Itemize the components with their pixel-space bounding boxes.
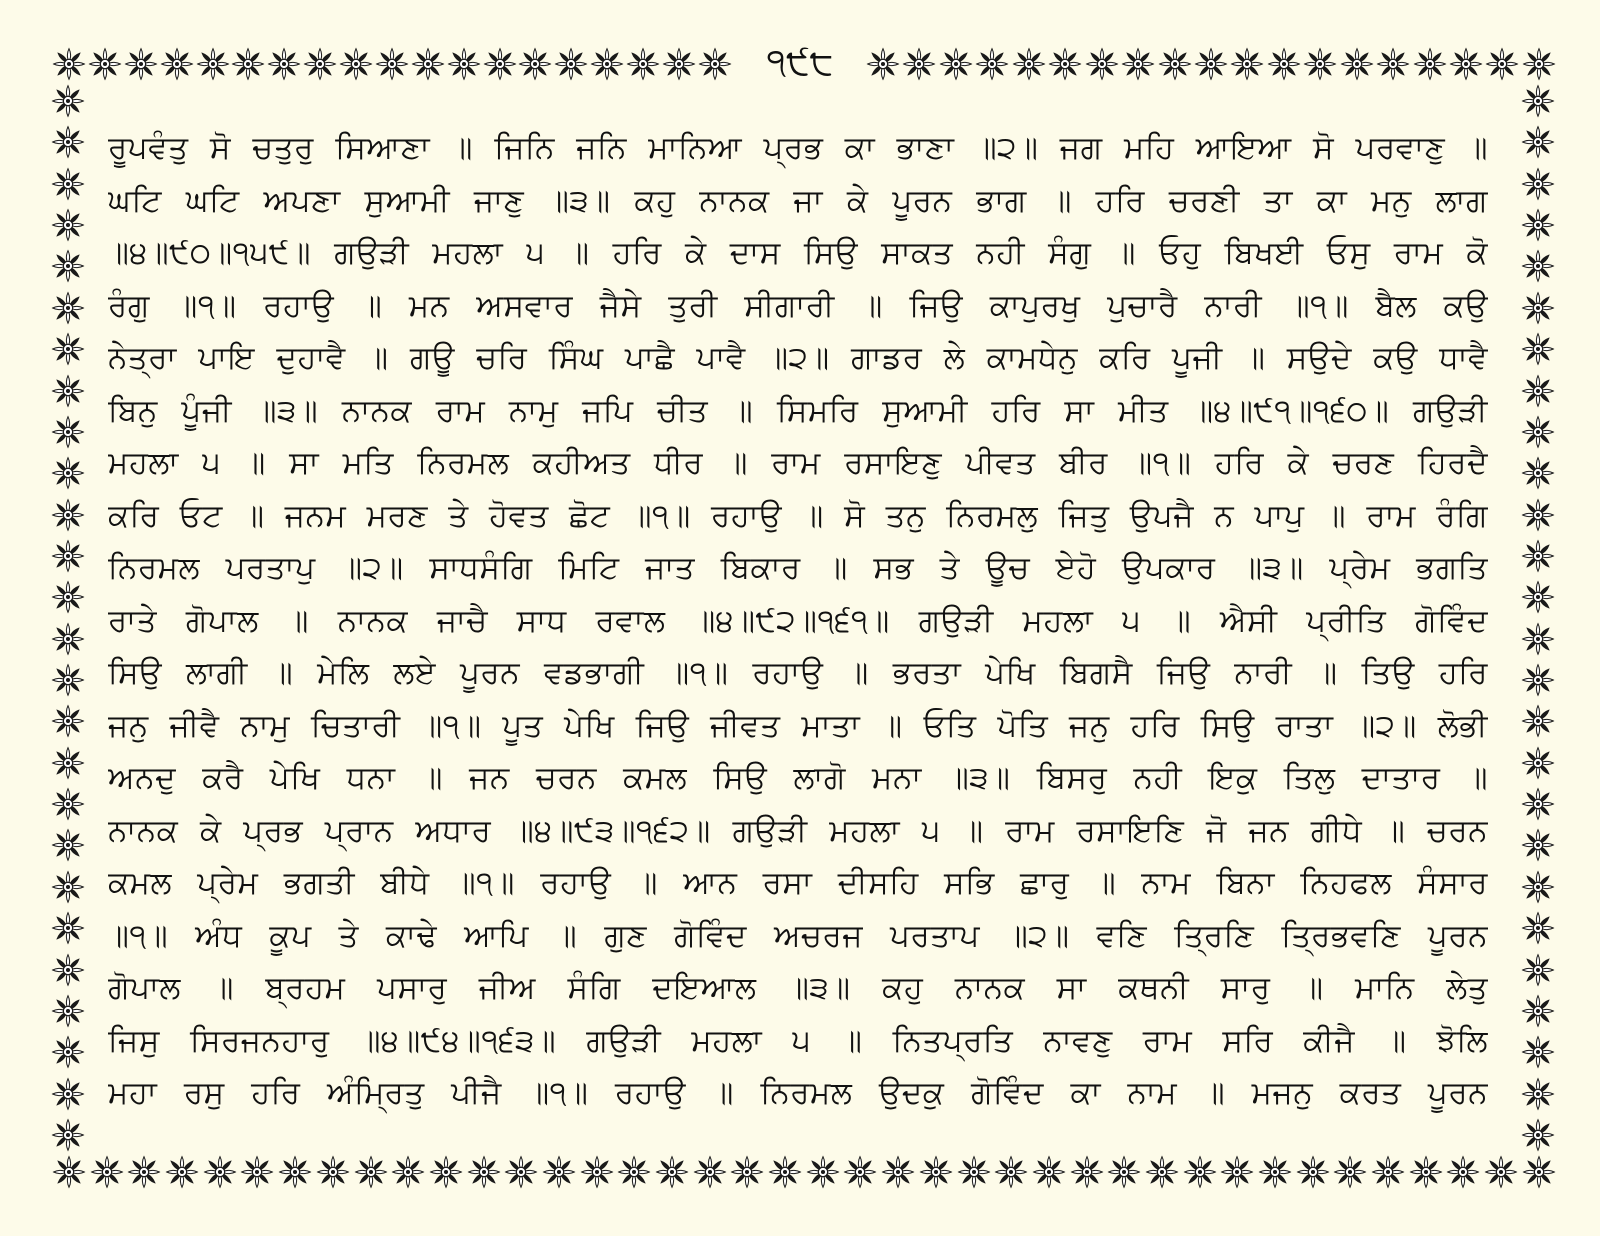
flower-ornament-icon [1409, 1155, 1443, 1189]
flower-ornament-icon [1521, 1077, 1555, 1111]
flower-ornament-icon [160, 47, 194, 81]
top-border-right [866, 44, 1556, 84]
flower-ornament-icon [1121, 47, 1155, 81]
flower-ornament-icon [1032, 1155, 1066, 1189]
flower-ornament-icon [51, 84, 85, 118]
page-number: ੧੯੮ [766, 42, 834, 83]
text-line: ਕਮਲ ਪ੍ਰੇਮ ਭਗਤੀ ਬੀਧੇ ॥੧॥ ਰਹਾਉ ॥ ਆਨ ਰਸਾ ਦੀਸਹਿ ਸਭਿ ਛਾਰੁ ॥ ਨਾਮ ਬਿਨਾ ਨਿਹਫਲ ਸੰਸਾਰ [108, 865, 1488, 901]
flower-ornament-icon [391, 1155, 425, 1189]
text-line: ਰੰਗੁ ॥੧॥ ਰਹਾਉ ॥ ਮਨ ਅਸਵਾਰ ਜੈਸੇ ਤੁਰੀ ਸੀਗਾਰੀ ॥ ਜਿਉ ਕਾਪੁਰਖੁ ਪੁਚਾਰੈ ਨਾਰੀ ॥੧॥ ਬੈਲ ਕਉ [108, 287, 1488, 324]
flower-ornament-icon [1183, 1155, 1217, 1189]
flower-ornament-icon [51, 498, 85, 532]
flower-ornament-icon [303, 47, 337, 81]
text-line: ਬਿਨੁ ਪੂੰਜੀ ॥੩॥ ਨਾਨਕ ਰਾਮ ਨਾਮੁ ਜਪਿ ਚੀਤ ॥ ਸਿਮਰਿ ਸੁਆਮੀ ਹਰਿ ਸਾ ਮੀਤ ॥੪॥੯੧॥੧੬੦॥ ਗਉੜੀ [108, 392, 1488, 429]
text-line: ॥੪॥੯੦॥੧੫੯॥ ਗਉੜੀ ਮਹਲਾ ੫ ॥ ਹਰਿ ਕੇ ਦਾਸ ਸਿਉ ਸਾਕਤ ਨਹੀ ਸੰਗੁ ॥ ਓਹੁ ਬਿਖਈ ਓਸੁ ਰਾਮ ਕੋ [108, 235, 1488, 271]
flower-ornament-icon [51, 374, 85, 408]
text-line: ਮਹਲਾ ੫ ॥ ਸਾ ਮਤਿ ਨਿਰਮਲ ਕਹੀਅਤ ਧੀਰ ॥ ਰਾਮ ਰਸਾਇਣੁ ਪੀਵਤ ਬੀਰ ॥੧॥ ਹਰਿ ਕੇ ਚਰਣ ਹਿਰਦੈ [108, 445, 1488, 481]
flower-ornament-icon [1521, 953, 1555, 987]
flower-ornament-icon [1522, 1155, 1556, 1189]
flower-ornament-icon [1340, 47, 1374, 81]
flower-ornament-icon [1267, 47, 1301, 81]
flower-ornament-icon [1521, 498, 1555, 532]
flower-ornament-icon [1521, 828, 1555, 862]
flower-ornament-icon [52, 47, 86, 81]
text-line: ਨਾਨਕ ਕੇ ਪ੍ਰਭ ਪ੍ਰਾਨ ਅਧਾਰ ॥੪॥੯੩॥੧੬੨॥ ਗਉੜੀ ਮਹਲਾ ੫ ॥ ਰਾਮ ਰਸਾਇਣਿ ਜੋ ਜਨ ਗੀਧੇ ॥ ਚਰਨ [108, 812, 1488, 849]
flower-ornament-icon [1194, 47, 1228, 81]
flower-ornament-icon [919, 1155, 953, 1189]
text-line: ਰੂਪਵੰਤੁ ਸੋ ਚਤੁਰੁ ਸਿਆਣਾ ॥ ਜਿਨਿ ਜਨਿ ਮਾਨਿਆ ਪ੍ਰਭ ਕਾ ਭਾਣਾ ॥੨॥ ਜਗ ਮਹਿ ਆਇਆ ਸੋ ਪਰਵਾਣੁ ॥ [108, 130, 1488, 166]
flower-ornament-icon [231, 47, 265, 81]
flower-ornament-icon [1521, 84, 1555, 118]
flower-ornament-icon [1158, 47, 1192, 81]
flower-ornament-icon [843, 1155, 877, 1189]
text-line: ਰਾਤੇ ਗੋਪਾਲ ॥ ਨਾਨਕ ਜਾਚੈ ਸਾਧ ਰਵਾਲ ॥੪॥੯੨॥੧੬੧॥ ਗਉੜੀ ਮਹਲਾ ੫ ॥ ਐਸੀ ਪ੍ਰੀਤਿ ਗੋਵਿੰਦ [108, 602, 1488, 639]
flower-ornament-icon [662, 47, 696, 81]
flower-ornament-icon [51, 580, 85, 614]
flower-ornament-icon [881, 1155, 915, 1189]
left-border [48, 84, 88, 1152]
flower-ornament-icon [1484, 1155, 1518, 1189]
flower-ornament-icon [1521, 415, 1555, 449]
flower-ornament-icon [1521, 291, 1555, 325]
flower-ornament-icon [51, 539, 85, 573]
flower-ornament-icon [1521, 622, 1555, 656]
flower-ornament-icon [768, 1155, 802, 1189]
flower-ornament-icon [51, 953, 85, 987]
flower-ornament-icon [1521, 125, 1555, 159]
flower-ornament-icon [51, 249, 85, 283]
flower-ornament-icon [51, 1118, 85, 1152]
text-line: ਜਨੁ ਜੀਵੈ ਨਾਮੁ ਚਿਤਾਰੀ ॥੧॥ ਪੂਤ ਪੇਖਿ ਜਿਉ ਜੀਵਤ ਮਾਤਾ ॥ ਓਤਿ ਪੋਤਿ ਜਨੁ ਹਰਿ ਸਿਉ ਰਾਤਾ ॥੨॥ ਲੋਭੀ [108, 707, 1488, 744]
text-line: ਸਿਉ ਲਾਗੀ ॥ ਮੇਲਿ ਲਏ ਪੂਰਨ ਵਡਭਾਗੀ ॥੧॥ ਰਹਾਉ ॥ ਭਰਤਾ ਪੇਖਿ ਬਿਗਸੈ ਜਿਉ ਨਾਰੀ ॥ ਤਿਉ ਹਰਿ [108, 655, 1488, 691]
flower-ornament-icon [1521, 456, 1555, 490]
text-line: ਜਿਸੁ ਸਿਰਜਨਹਾਰੁ ॥੪॥੯੪॥੧੬੩॥ ਗਉੜੀ ਮਹਲਾ ੫ ॥ ਨਿਤਪ੍ਰਤਿ ਨਾਵਣੁ ਰਾਮ ਸਰਿ ਕੀਜੈ ॥ ਝੋਲਿ [108, 1022, 1488, 1059]
flower-ornament-icon [51, 456, 85, 490]
text-line: ਘਟਿ ਘਟਿ ਅਪਣਾ ਸੁਆਮੀ ਜਾਣੁ ॥੩॥ ਕਹੁ ਨਾਨਕ ਜਾ ਕੇ ਪੂਰਨ ਭਾਗ ॥ ਹਰਿ ਚਰਣੀ ਤਾ ਕਾ ਮਨੁ ਲਾਗ [108, 182, 1488, 219]
flower-ornament-icon [1220, 1155, 1254, 1189]
flower-ornament-icon [1376, 47, 1410, 81]
flower-ornament-icon [51, 167, 85, 201]
flower-ornament-icon [1296, 1155, 1330, 1189]
flower-ornament-icon [267, 47, 301, 81]
flower-ornament-icon [51, 787, 85, 821]
flower-ornament-icon [542, 1155, 576, 1189]
flower-ornament-icon [278, 1155, 312, 1189]
flower-ornament-icon [1333, 1155, 1367, 1189]
flower-ornament-icon [1521, 208, 1555, 242]
flower-ornament-icon [51, 870, 85, 904]
flower-ornament-icon [1085, 47, 1119, 81]
flower-ornament-icon [165, 1155, 199, 1189]
flower-ornament-icon [51, 704, 85, 738]
text-line: ਨੇਤ੍ਰਾ ਪਾਇ ਦੁਹਾਵੈ ॥ ਗਊ ਚਰਿ ਸਿੰਘ ਪਾਛੈ ਪਾਵੈ ॥੨॥ ਗਾਡਰ ਲੇ ਕਾਮਧੇਨੁ ਕਰਿ ਪੂਜੀ ॥ ਸਉਦੇ ਕਉ ਧਾਵੈ [108, 340, 1488, 376]
flower-ornament-icon [1107, 1155, 1141, 1189]
flower-ornament-icon [51, 125, 85, 159]
flower-ornament-icon [975, 47, 1009, 81]
flower-ornament-icon [806, 1155, 840, 1189]
flower-ornament-icon [1521, 704, 1555, 738]
flower-ornament-icon [504, 1155, 538, 1189]
flower-ornament-icon [51, 911, 85, 945]
flower-ornament-icon [467, 1155, 501, 1189]
flower-ornament-icon [51, 994, 85, 1028]
flower-ornament-icon [203, 1155, 237, 1189]
flower-ornament-icon [939, 47, 973, 81]
flower-ornament-icon [51, 208, 85, 242]
flower-ornament-icon [240, 1155, 274, 1189]
text-line: ਨਿਰਮਲ ਪਰਤਾਪੁ ॥੨॥ ਸਾਧਸੰਗਿ ਮਿਟਿ ਜਾਤ ਬਿਕਾਰ ॥ ਸਭ ਤੇ ਊਚ ਏਹੋ ਉਪਕਾਰ ॥੩॥ ਪ੍ਰੇਮ ਭਗਤਿ [108, 550, 1488, 586]
flower-ornament-icon [1521, 374, 1555, 408]
flower-ornament-icon [1303, 47, 1337, 81]
flower-ornament-icon [127, 1155, 161, 1189]
flower-ornament-icon [483, 47, 517, 81]
gurbani-text-block [108, 122, 1488, 1122]
text-line: ਕਰਿ ਓਟ ॥ ਜਨਮ ਮਰਣ ਤੇ ਹੋਵਤ ਛੋਟ ॥੧॥ ਰਹਾਉ ॥ ਸੋ ਤਨੁ ਨਿਰਮਲੁ ਜਿਤੁ ਉਪਜੈ ਨ ਪਾਪੁ ॥ ਰਾਮ ਰੰਗਿ [108, 497, 1488, 534]
flower-ornament-icon [1521, 994, 1555, 1028]
flower-ornament-icon [866, 47, 900, 81]
flower-ornament-icon [590, 47, 624, 81]
flower-ornament-icon [375, 47, 409, 81]
flower-ornament-icon [1012, 47, 1046, 81]
flower-ornament-icon [1446, 1155, 1480, 1189]
flower-ornament-icon [90, 1155, 124, 1189]
flower-ornament-icon [51, 1035, 85, 1069]
flower-ornament-icon [1230, 47, 1264, 81]
flower-ornament-icon [957, 1155, 991, 1189]
flower-ornament-icon [655, 1155, 689, 1189]
flower-ornament-icon [1521, 911, 1555, 945]
flower-ornament-icon [1070, 1155, 1104, 1189]
flower-ornament-icon [902, 47, 936, 81]
flower-ornament-icon [1048, 47, 1082, 81]
flower-ornament-icon [994, 1155, 1028, 1189]
flower-ornament-icon [1521, 663, 1555, 697]
flower-ornament-icon [354, 1155, 388, 1189]
flower-ornament-icon [1485, 47, 1519, 81]
flower-ornament-icon [52, 1155, 86, 1189]
flower-ornament-icon [1145, 1155, 1179, 1189]
flower-ornament-icon [1522, 47, 1556, 81]
flower-ornament-icon [316, 1155, 350, 1189]
right-border [1518, 84, 1558, 1152]
text-line: ॥੧॥ ਅੰਧ ਕੂਪ ਤੇ ਕਾਢੇ ਆਪਿ ॥ ਗੁਣ ਗੋਵਿੰਦ ਅਚਰਜ ਪਰਤਾਪ ॥੨॥ ਵਣਿ ਤ੍ਰਿਣਿ ਤ੍ਰਿਭਵਣਿ ਪੂਰਨ [108, 917, 1488, 954]
flower-ornament-icon [1413, 47, 1447, 81]
flower-ornament-icon [51, 663, 85, 697]
text-line: ਅਨਦੁ ਕਰੈ ਪੇਖਿ ਧਨਾ ॥ ਜਨ ਚਰਨ ਕਮਲ ਸਿਉ ਲਾਗੋ ਮਨਾ ॥੩॥ ਬਿਸਰੁ ਨਹੀ ਇਕੁ ਤਿਲੁ ਦਾਤਾਰ ॥ [108, 760, 1488, 796]
flower-ornament-icon [626, 47, 660, 81]
flower-ornament-icon [51, 746, 85, 780]
flower-ornament-icon [1521, 332, 1555, 366]
flower-ornament-icon [51, 291, 85, 325]
flower-ornament-icon [411, 47, 445, 81]
flower-ornament-icon [51, 1077, 85, 1111]
flower-ornament-icon [1521, 580, 1555, 614]
flower-ornament-icon [1521, 1035, 1555, 1069]
flower-ornament-icon [1258, 1155, 1292, 1189]
flower-ornament-icon [698, 47, 732, 81]
flower-ornament-icon [1371, 1155, 1405, 1189]
flower-ornament-icon [1521, 870, 1555, 904]
flower-ornament-icon [1521, 249, 1555, 283]
flower-ornament-icon [1521, 1118, 1555, 1152]
flower-ornament-icon [730, 1155, 764, 1189]
flower-ornament-icon [339, 47, 373, 81]
flower-ornament-icon [88, 47, 122, 81]
text-line: ਮਹਾ ਰਸੁ ਹਰਿ ਅੰਮ੍ਰਿਤੁ ਪੀਜੈ ॥੧॥ ਰਹਾਉ ॥ ਨਿਰਮਲ ਉਦਕੁ ਗੋਵਿੰਦ ਕਾ ਨਾਮ ॥ ਮਜਨੁ ਕਰਤ ਪੂਰਨ [108, 1075, 1488, 1111]
flower-ornament-icon [51, 415, 85, 449]
bottom-border [52, 1152, 1556, 1192]
flower-ornament-icon [518, 47, 552, 81]
flower-ornament-icon [51, 622, 85, 656]
flower-ornament-icon [51, 332, 85, 366]
flower-ornament-icon [447, 47, 481, 81]
flower-ornament-icon [693, 1155, 727, 1189]
text-line: ਗੋਪਾਲ ॥ ਬ੍ਰਹਮ ਪਸਾਰੁ ਜੀਅ ਸੰਗਿ ਦਇਆਲ ॥੩॥ ਕਹੁ ਨਾਨਕ ਸਾ ਕਥਨੀ ਸਾਰੁ ॥ ਮਾਨਿ ਲੇਤੁ [108, 970, 1488, 1006]
flower-ornament-icon [580, 1155, 614, 1189]
flower-ornament-icon [554, 47, 588, 81]
flower-ornament-icon [1521, 787, 1555, 821]
flower-ornament-icon [1521, 167, 1555, 201]
flower-ornament-icon [51, 828, 85, 862]
flower-ornament-icon [429, 1155, 463, 1189]
flower-ornament-icon [124, 47, 158, 81]
flower-ornament-icon [196, 47, 230, 81]
flower-ornament-icon [1449, 47, 1483, 81]
flower-ornament-icon [1521, 746, 1555, 780]
flower-ornament-icon [617, 1155, 651, 1189]
top-border-left [52, 44, 732, 84]
flower-ornament-icon [1521, 539, 1555, 573]
